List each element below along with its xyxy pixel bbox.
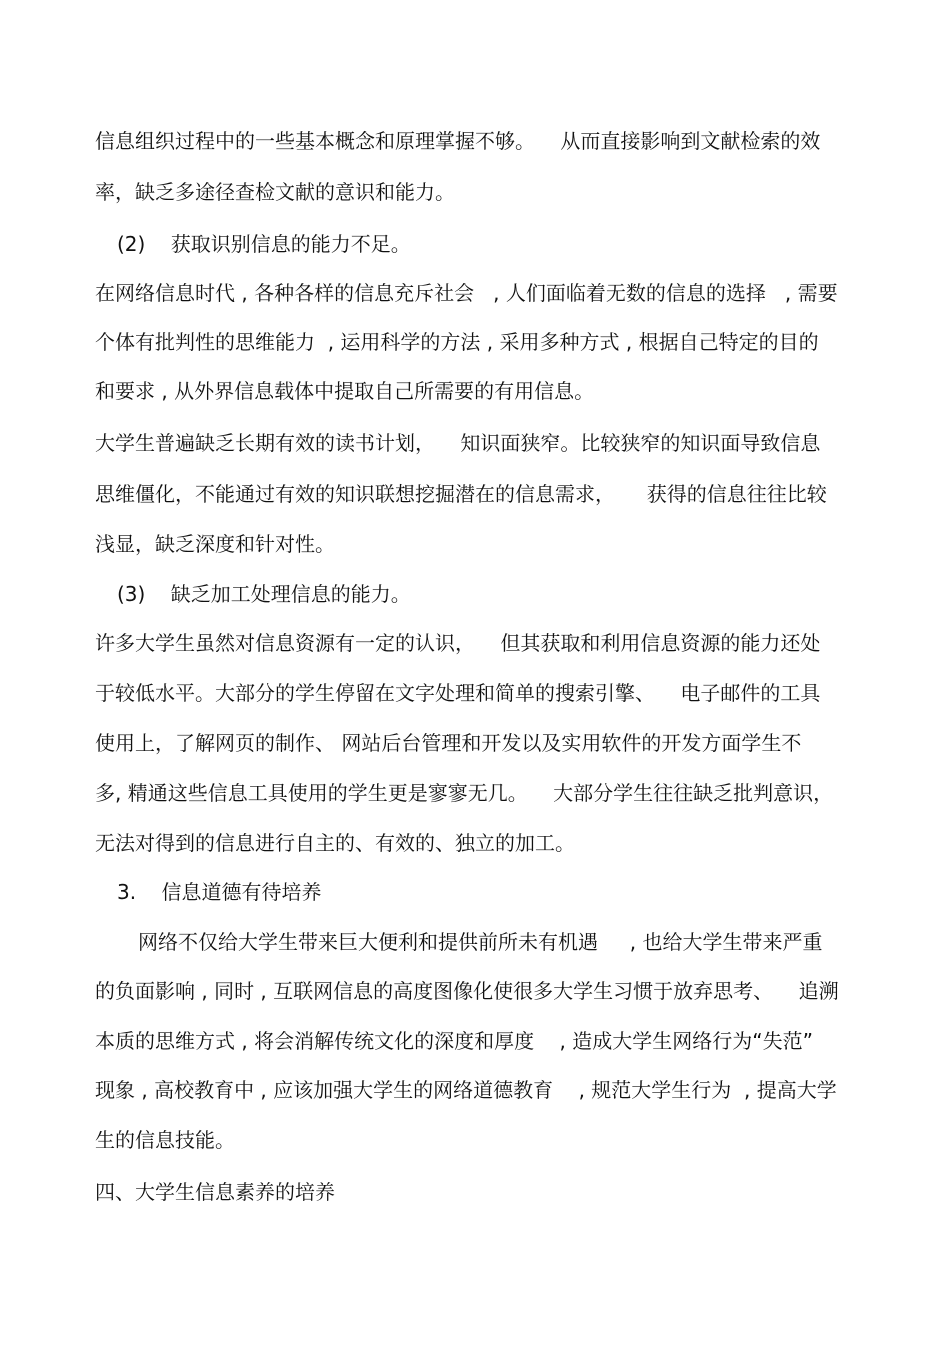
text-line: 信息组织过程中的一些基本概念和原理掌握不够。 从而直接影响到文献检索的效 [95, 129, 821, 153]
text-line: 思维僵化，不能通过有效的知识联想挖掘潜在的信息需求， 获得的信息往往比较 [95, 482, 827, 506]
subsection-heading: (2) 获取识别信息的能力不足。 [117, 232, 411, 256]
text-line: 于较低水平。大部分的学生停留在文字处理和简单的搜索引擎、 电子邮件的工具 [95, 681, 821, 705]
text-line: 生的信息技能。 [95, 1128, 235, 1152]
text-line: 个体有批判性的思维能力 , 运用科学的方法 , 采用多种方式 , 根据自己特定的目的 [95, 330, 819, 354]
text-line: 现象 , 高校教育中 , 应该加强大学生的网络道德教育 , 规范大学生行为 , 提高大学 [95, 1078, 837, 1102]
text-line: 大学生普遍缺乏长期有效的读书计划， 知识面狭窄。比较狭窄的知识面导致信息 [95, 431, 821, 455]
text-line: 许多大学生虽然对信息资源有一定的认识， 但其获取和利用信息资源的能力还处 [95, 631, 821, 655]
chapter-heading: 四、大学生信息素养的培养 [95, 1180, 335, 1204]
text-line: 浅显，缺乏深度和针对性。 [95, 532, 335, 556]
section-heading: 3. 信息道德有待培养 [117, 880, 322, 904]
text-line: 网络不仅给大学生带来巨大便利和提供前所未有机遇 , 也给大学生带来严重 [138, 930, 823, 954]
text-line: 使用上，了解网页的制作、 网站后台管理和开发以及实用软件的开发方面学生不 [95, 731, 802, 755]
text-line: 多, 精通这些信息工具使用的学生更是寥寥无几。 大部分学生往往缺乏批判意识， [95, 781, 834, 805]
subsection-heading: (3) 缺乏加工处理信息的能力。 [117, 582, 411, 606]
text-line: 在网络信息时代 , 各种各样的信息充斥社会 , 人们面临着无数的信息的选择 , 需要 [95, 281, 838, 305]
text-line: 率，缺乏多途径查检文献的意识和能力。 [95, 180, 455, 204]
text-line: 的负面影响 , 同时 , 互联网信息的高度图像化使很多大学生习惯于放弃思考、 追溯 [95, 979, 839, 1003]
text-line: 本质的思维方式 , 将会消解传统文化的深度和厚度 , 造成大学生网络行为“失范” [95, 1029, 813, 1053]
text-line: 无法对得到的信息进行自主的、有效的、独立的加工。 [95, 831, 575, 855]
text-line: 和要求 , 从外界信息载体中提取自己所需要的有用信息。 [95, 379, 595, 403]
